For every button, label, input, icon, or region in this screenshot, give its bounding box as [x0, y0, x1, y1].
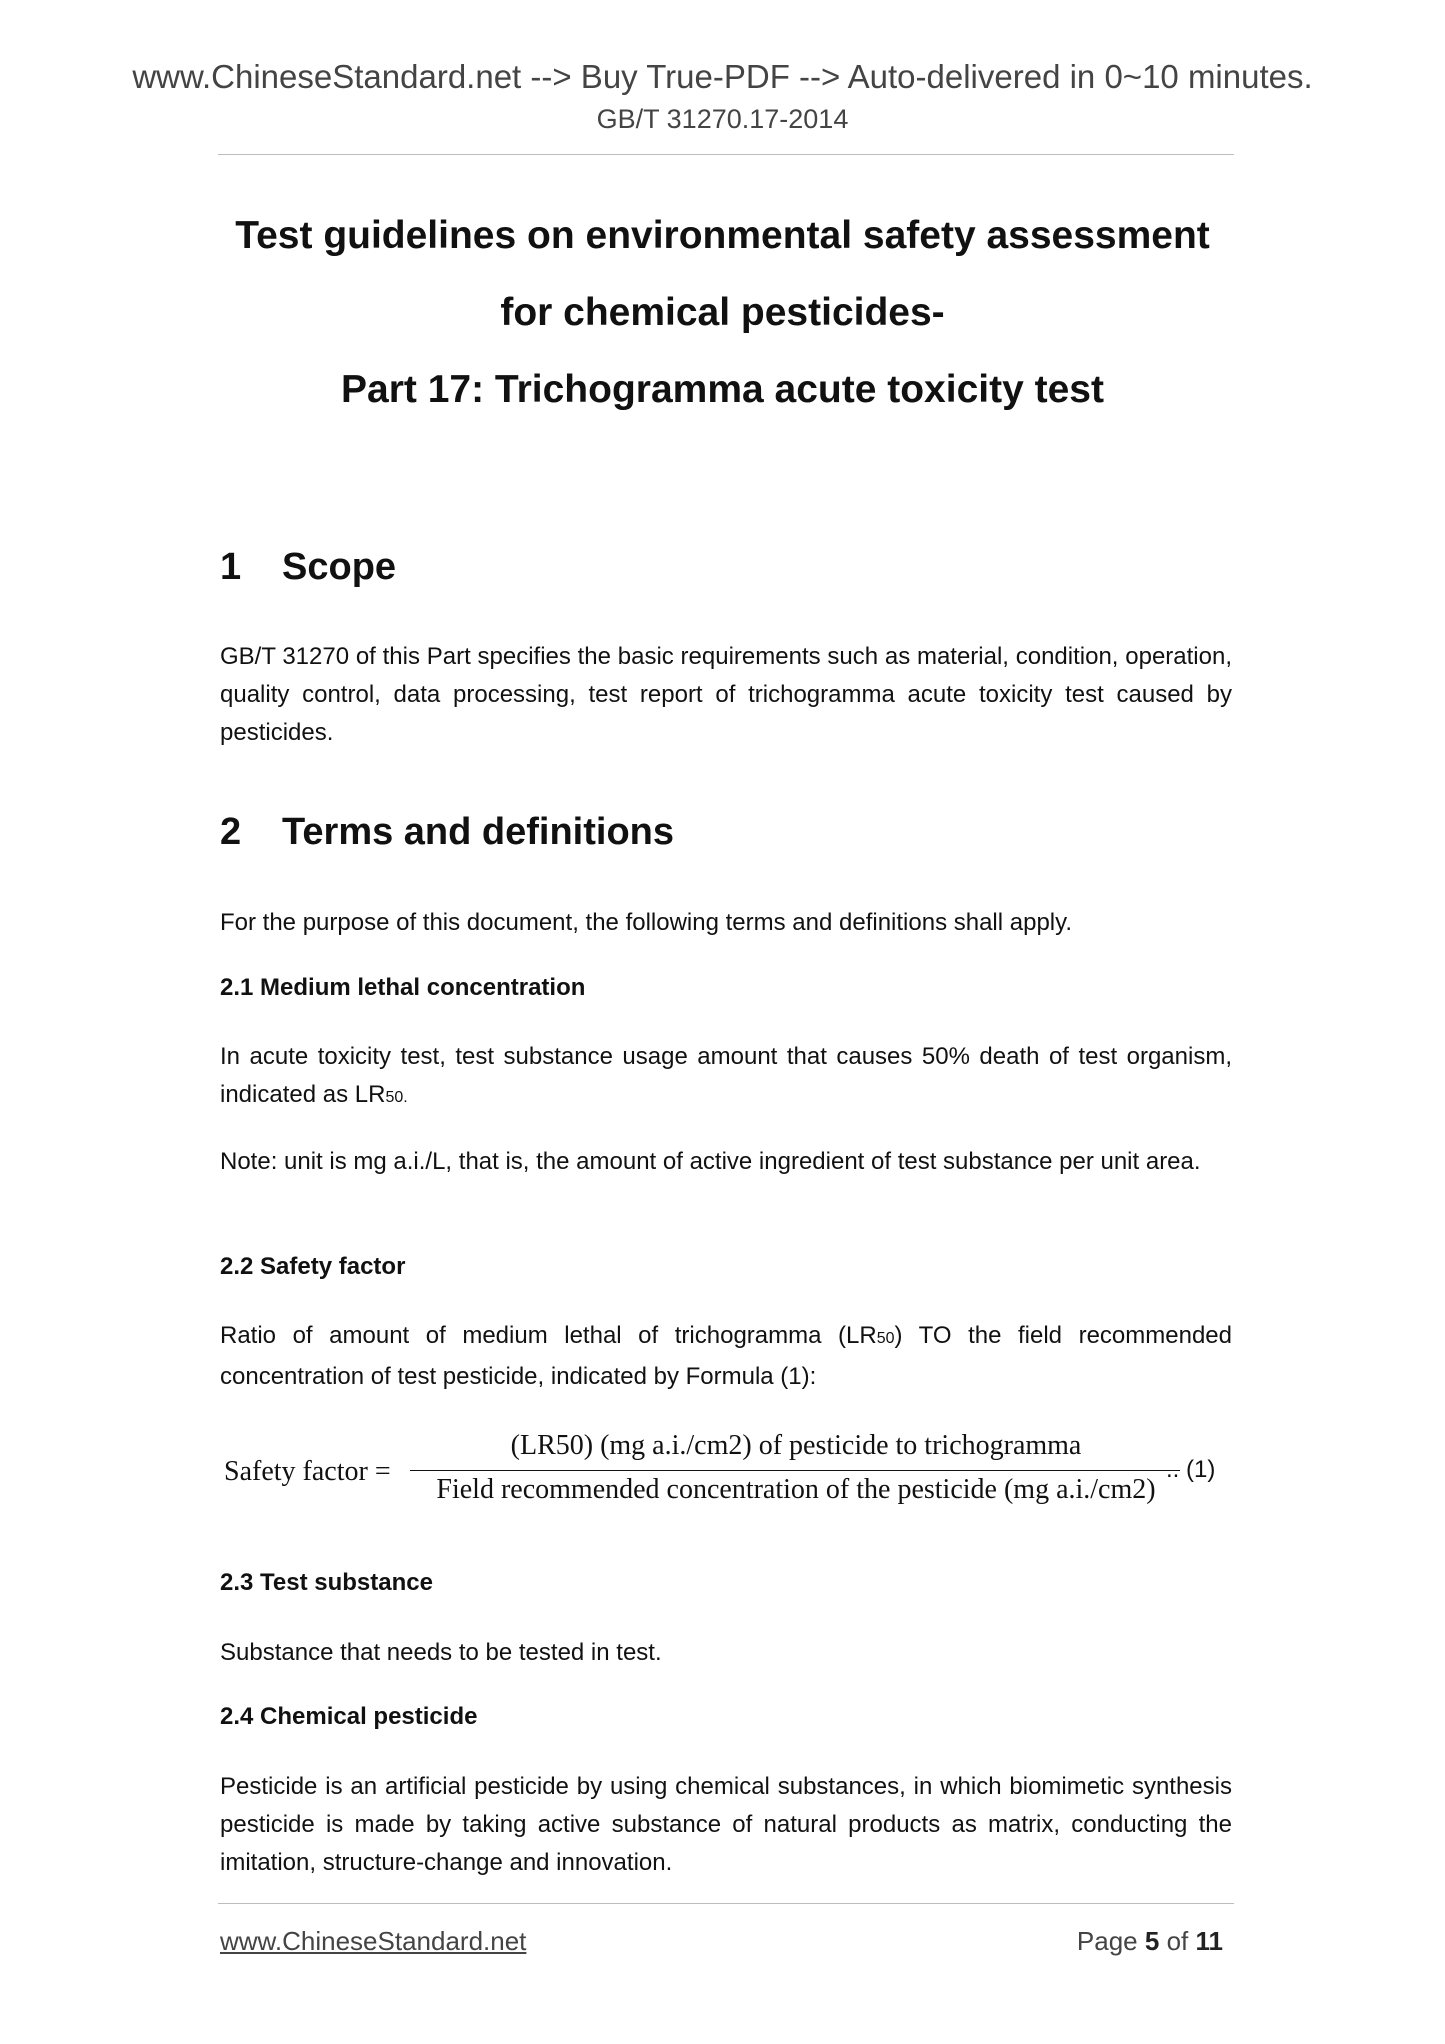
definition-2-1-body: In acute toxicity test, test substance usage amount that causes 50% death of test organism, indicated as LR — [220, 1043, 1232, 1108]
definition-2-1-note: Note: unit is mg a.i./L, that is, the amount of active ingredient of test substance per unit area. — [220, 1148, 1201, 1175]
footer-website-link[interactable]: www.ChineseStandard.net — [220, 1926, 527, 1956]
footer-divider — [218, 1903, 1234, 1904]
document-title-line-1: Test guidelines on environmental safety assessment — [235, 214, 1210, 257]
definition-2-4-heading: 2.4 Chemical pesticide — [220, 1703, 478, 1730]
formula-number: .. (1) — [1166, 1456, 1216, 1483]
section-1-title: Scope — [282, 546, 397, 588]
lr50-subscript: 50. — [385, 1089, 408, 1106]
scope-paragraph: GB/T 31270 of this Part specifies the basic requirements such as material, condition, operation, quality control, data processing, test report of trichogramma acute toxicity test caused by pesticides. — [220, 643, 1232, 746]
definition-2-1-text — [220, 1038, 1232, 1117]
definition-2-2-body-a: Ratio of amount of medium lethal of trichogramma (LR — [220, 1322, 877, 1349]
standard-code: GB/T 31270.17-2014 — [596, 104, 849, 134]
formula-denominator: Field recommended concentration of the pesticide (mg a.i./cm2) — [436, 1474, 1156, 1505]
definition-2-3-text: Substance that needs to be tested in test. — [220, 1639, 662, 1666]
header-banner: www.ChineseStandard.net --> Buy True-PDF --> Auto-delivered in 0~10 minutes. — [132, 58, 1313, 95]
total-pages-number: 11 — [1195, 1926, 1223, 1956]
section-2-title: Terms and definitions — [282, 811, 675, 853]
current-page-number: 5 — [1144, 1926, 1160, 1956]
definition-2-3-heading: 2.3 Test substance — [220, 1569, 433, 1596]
lr50-subscript-2: 50 — [876, 1330, 895, 1347]
header-divider — [218, 154, 1234, 155]
definition-2-2-text — [220, 1317, 1232, 1396]
definition-2-4-text: Pesticide is an artificial pesticide by using chemical substances, in which biomimetic synthesis pesticide is made by taking active substance of natural products as matrix, conducting the imitation, structure-change and innovation. — [220, 1773, 1232, 1876]
formula-numerator: (LR50) (mg a.i./cm2) of pesticide to trichogramma — [510, 1430, 1082, 1461]
section-2-number: 2 — [220, 811, 242, 853]
section-1-number: 1 — [220, 546, 242, 588]
definition-2-2-heading: 2.2 Safety factor — [220, 1253, 406, 1280]
definition-2-1-heading: 2.1 Medium lethal concentration — [220, 974, 586, 1001]
safety-factor-formula — [220, 1430, 1232, 1510]
formula-lhs: Safety factor = — [224, 1456, 391, 1487]
formula-fraction-bar — [410, 1470, 1180, 1471]
document-title-line-3: Part 17: Trichogramma acute toxicity test — [341, 368, 1104, 411]
definition-2-2-body-b: ) TO the field recommended concentration of test pesticide, indicated by Formula (1): — [220, 1322, 1232, 1390]
page-label: Page — [1076, 1926, 1138, 1956]
section-1-heading — [220, 546, 396, 589]
document-title-line-2: for chemical pesticides- — [500, 291, 945, 334]
terms-intro: For the purpose of this document, the following terms and definitions shall apply. — [220, 909, 1073, 936]
section-2-heading — [220, 811, 674, 854]
page-indicator — [1077, 1926, 1223, 1957]
page-of-label: of — [1166, 1926, 1189, 1956]
